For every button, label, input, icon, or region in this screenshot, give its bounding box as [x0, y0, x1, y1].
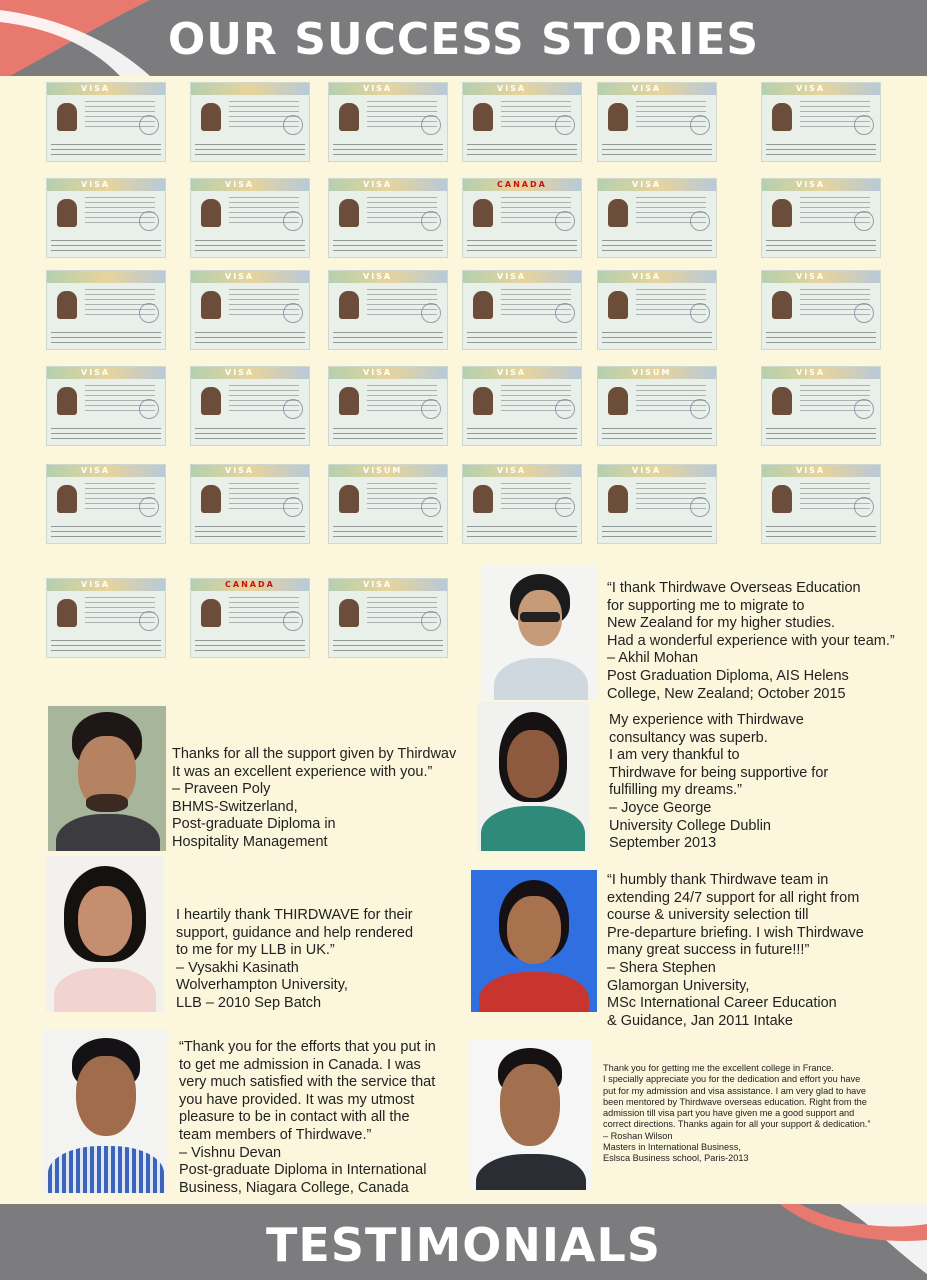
visa-card: [462, 464, 582, 544]
visa-seal-icon: [139, 611, 159, 631]
visa-photo: [339, 387, 359, 415]
visa-photo: [339, 199, 359, 227]
visa-seal-icon: [283, 115, 303, 135]
visa-label: VISA: [225, 368, 255, 377]
testimonial-vishnu-devan: “Thank you for the efforts that you put in to get me admission in Canada. I was very much satisfied with the service that you have provided. It was my utmost pleasure to be in contact with all the team members of Thirdwave.” – Vishnu Devan Post-graduate Diploma in International Business, Niagara College, Canada: [179, 1039, 436, 1196]
visa-photo: [473, 291, 493, 319]
visa-photo: [339, 599, 359, 627]
visa-card: [46, 464, 166, 544]
visa-card: [462, 178, 582, 258]
visa-card: [761, 82, 881, 162]
visa-photo: [473, 199, 493, 227]
visa-label: VISA: [225, 272, 255, 281]
visa-card: [328, 366, 448, 446]
testimonial-shera-stephen: “I humbly thank Thirdwave team in extending 24/7 support for all right from course & university selection till Pre-departure briefing. I wish Thirdwave many great success in future!!!” – Shera Stephen Glamorgan University, MSc International Career Education & Guidance, Jan 2011 Intake: [607, 872, 864, 1029]
visa-photo: [772, 387, 792, 415]
visa-seal-icon: [854, 115, 874, 135]
visa-card: [190, 578, 310, 658]
visa-label: VISA: [632, 272, 662, 281]
visa-card: [328, 178, 448, 258]
visa-photo: [201, 485, 221, 513]
visa-seal-icon: [283, 211, 303, 231]
visa-card: [597, 270, 717, 350]
testimonial-akhil-mohan: “I thank Thirdwave Overseas Education for supporting me to migrate to New Zealand for my higher studies. Had a wonderful experience with your team.” – Akhil Mohan Post Graduation Diploma, AIS Helens College, New Zealand; October 2015: [607, 580, 895, 702]
visa-photo: [339, 103, 359, 131]
visa-seal-icon: [690, 115, 710, 135]
visa-seal-icon: [421, 115, 441, 135]
visa-seal-icon: [139, 211, 159, 231]
visa-label: VISA: [632, 466, 662, 475]
visa-card: [761, 366, 881, 446]
visa-label: VISA: [796, 466, 826, 475]
visa-photo: [772, 199, 792, 227]
visa-card: [761, 464, 881, 544]
photo-joyce-george: [477, 702, 589, 851]
visa-seal-icon: [555, 303, 575, 323]
photo-vishnu-devan: [42, 1030, 168, 1193]
visa-photo: [772, 291, 792, 319]
visa-seal-icon: [139, 115, 159, 135]
visa-seal-icon: [690, 497, 710, 517]
visa-label: VISA: [225, 180, 255, 189]
visa-photo: [608, 291, 628, 319]
visa-label: VISA: [81, 180, 111, 189]
header-banner: [0, 0, 927, 76]
visa-photo: [473, 387, 493, 415]
visa-label: VISA: [497, 368, 527, 377]
testimonial-praveen-poly: Thanks for all the support given by Thirdwav It was an excellent experience with you.” – Praveen Poly BHMS-Switzerland, Post-graduate Diploma in Hospitality Management: [172, 746, 457, 850]
visa-seal-icon: [421, 611, 441, 631]
visa-seal-icon: [283, 611, 303, 631]
footer-title: TESTIMONIALS: [266, 1218, 661, 1272]
visa-photo: [473, 103, 493, 131]
visa-seal-icon: [854, 399, 874, 419]
visa-card: [328, 578, 448, 658]
visa-seal-icon: [421, 303, 441, 323]
visa-card: [597, 178, 717, 258]
visa-photo: [57, 199, 77, 227]
visa-seal-icon: [555, 211, 575, 231]
visa-photo: [57, 103, 77, 131]
visa-label: VISUM: [632, 368, 672, 377]
visa-seal-icon: [854, 303, 874, 323]
visa-photo: [608, 199, 628, 227]
visa-card: [462, 270, 582, 350]
visa-label: VISA: [497, 466, 527, 475]
visa-card: [597, 82, 717, 162]
visa-seal-icon: [139, 497, 159, 517]
visa-seal-icon: [283, 303, 303, 323]
visa-card: [761, 178, 881, 258]
visa-card: [462, 82, 582, 162]
visa-seal-icon: [283, 497, 303, 517]
visa-label: VISA: [363, 580, 393, 589]
visa-seal-icon: [421, 399, 441, 419]
visa-card: [462, 366, 582, 446]
visa-label: VISA: [497, 272, 527, 281]
photo-akhil-mohan: [482, 566, 598, 700]
visa-seal-icon: [854, 211, 874, 231]
visa-seal-icon: [690, 211, 710, 231]
visa-card: [328, 270, 448, 350]
visa-photo: [473, 485, 493, 513]
visa-label: VISA: [632, 180, 662, 189]
page-title: OUR SUCCESS STORIES: [167, 14, 760, 65]
visa-card: [190, 178, 310, 258]
visa-label: VISA: [81, 580, 111, 589]
visa-card: [328, 82, 448, 162]
visa-label: VISA: [796, 84, 826, 93]
visa-label: VISA: [363, 368, 393, 377]
visa-label: VISA: [796, 272, 826, 281]
visa-photo: [339, 485, 359, 513]
visa-label: VISA: [81, 368, 111, 377]
visa-seal-icon: [139, 303, 159, 323]
visa-card: [328, 464, 448, 544]
photo-roshan-wilson: [470, 1040, 591, 1190]
visa-photo: [201, 387, 221, 415]
visa-photo: [608, 387, 628, 415]
visa-card: [46, 270, 166, 350]
visa-seal-icon: [555, 399, 575, 419]
visa-seal-icon: [854, 497, 874, 517]
visa-card: [597, 464, 717, 544]
visa-seal-icon: [690, 303, 710, 323]
visa-seal-icon: [690, 399, 710, 419]
visa-label: VISA: [796, 368, 826, 377]
visa-photo: [57, 291, 77, 319]
visa-label: VISA: [796, 180, 826, 189]
visa-card: [190, 464, 310, 544]
visa-seal-icon: [139, 399, 159, 419]
visa-photo: [57, 485, 77, 513]
visa-seal-icon: [283, 399, 303, 419]
visa-card: [46, 578, 166, 658]
visa-card: [190, 82, 310, 162]
visa-card: [190, 366, 310, 446]
photo-vysakhi-kasinath: [46, 856, 164, 1012]
visa-seal-icon: [555, 115, 575, 135]
visa-label: VISA: [497, 84, 527, 93]
visa-photo: [772, 485, 792, 513]
photo-praveen-poly: [48, 706, 166, 851]
visa-label: VISA: [363, 180, 393, 189]
visa-photo: [201, 599, 221, 627]
testimonial-vysakhi-kasinath: I heartily thank THIRDWAVE for their support, guidance and help rendered to me for my LLB in UK.” – Vysakhi Kasinath Wolverhampton University, LLB – 2010 Sep Batch: [176, 907, 414, 1011]
visa-card: [46, 178, 166, 258]
visa-photo: [57, 599, 77, 627]
visa-label: CANADA: [225, 580, 275, 589]
visa-label: VISA: [363, 84, 393, 93]
visa-card: [761, 270, 881, 350]
visa-photo: [339, 291, 359, 319]
visa-card: [46, 366, 166, 446]
visa-label: CANADA: [497, 180, 547, 189]
visa-seal-icon: [421, 211, 441, 231]
visa-label: VISA: [225, 466, 255, 475]
visa-card: [190, 270, 310, 350]
visa-photo: [772, 103, 792, 131]
visa-label: VISA: [81, 84, 111, 93]
visa-label: VISUM: [363, 466, 403, 475]
visa-card: [46, 82, 166, 162]
testimonial-roshan-wilson: Thank you for getting me the excellent college in France. I specially appreciate you for the dedication and effort you have put for my admission and visa assistance. I am very glad to have been mentored by Thirdwave overseas education. Right from the admission till visa part you have given me a good support and correct directions. Thanks again for all your support & dedication.” – Roshan Wilson Masters in International Business, Eslsca Business school, Paris-2013: [603, 1063, 871, 1164]
visa-label: VISA: [81, 466, 111, 475]
visa-label: VISA: [632, 84, 662, 93]
visa-seal-icon: [421, 497, 441, 517]
visa-photo: [201, 103, 221, 131]
visa-seal-icon: [555, 497, 575, 517]
photo-shera-stephen: [471, 870, 597, 1012]
visa-card: [597, 366, 717, 446]
visa-label: VISA: [363, 272, 393, 281]
footer-banner: [0, 1204, 927, 1280]
visa-photo: [608, 103, 628, 131]
visa-photo: [201, 291, 221, 319]
visa-photo: [201, 199, 221, 227]
visa-photo: [608, 485, 628, 513]
testimonial-joyce-george: My experience with Thirdwave consultancy was superb. I am very thankful to Thirdwave for being supportive for fulfilling my dreams.” – Joyce George University College Dublin September 2013: [609, 712, 829, 852]
visa-photo: [57, 387, 77, 415]
